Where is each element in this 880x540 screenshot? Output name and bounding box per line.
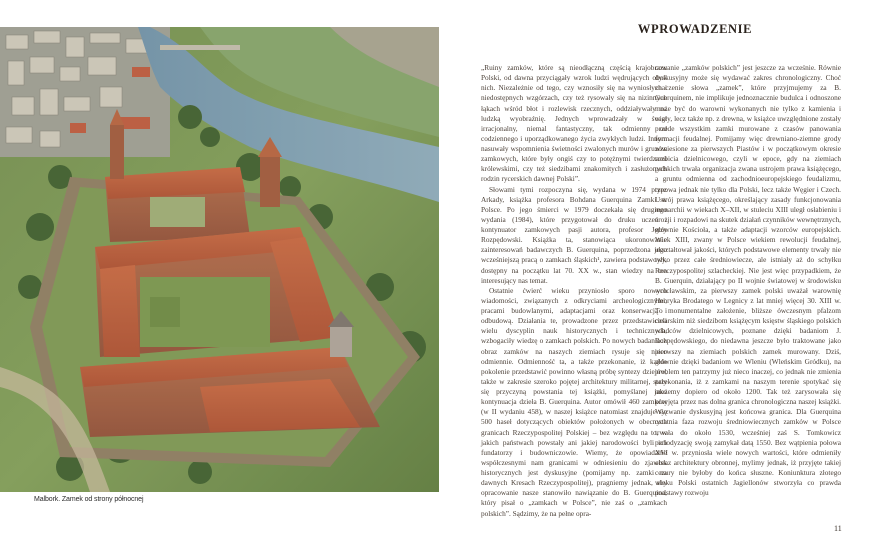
aerial-castle-photo (0, 27, 439, 492)
paragraph: Słowami tymi rozpoczyna się, wydana w 1974 przez Arkady, książka profesora Bohdana Guerquina Zamki w Polsce. Po jego śmierci w 1979 doczekała się drugiego wydania (1984), które przygotował do druku uczeń i kontynuator zamkowych pasji autora, profesor Jerzy Rozpędowski. Książka ta, stanowiąca ukoronowanie zainteresowań badawczych B. Guerquina, poprzedzona jego wcześniejszą pracą o zamkach śląskich¹, zawiera podstawowy, dostępny na początku lat 70. XX w., stan wiedzy na ten interesujący nas temat. (481, 184, 667, 285)
section-title: WPROWADZENIE (637, 22, 753, 36)
text-column-right (655, 63, 841, 512)
photo-caption: Malbork. Zamek od strony północnej (34, 496, 144, 503)
page-number: 11 (834, 524, 842, 533)
paragraph: Ostatnie ćwierć wieku przyniosło sporo nowych wiadomości, związanych z odkryciami archeologicznymi, pracami budowlanymi, adaptacjami oraz konserwacją i odbudową. Działania te, prowadzone przez przedstawicieli wielu dyscyplin nauk historycznych i technicznych, wzbogaciły wiedzę o zamkach polskich. Po nowych badaniach obraz zamków na naszych ziemiach rysuje się nieco odmiennie. Odmienność ta, a także przekonanie, iż każde pokolenie przedstawić powinno własną próbę syntezy dziejów, także w zakresie szeroko pojętej architektury militarnej, stały się przyczyną powstania tej książki, pomyślanej jako kontynuacja dzieła B. Guerquina. Autor omówił 460 zamków (w II wydaniu 458), w naszej książce natomiast znajduje się 500 haseł dotyczących obiektów położonych w obecnych granicach Rzeczypospolitej Polskiej – bez względu na to, w jakich państwach powstały ani jakiej narodowości byli ich fundatorzy i budowniczowie. Wiemy, że opowiadanie współczesnymi nam granicami w odniesieniu do zjawisk historycznych jest dyskusyjne (pomijamy np. zamki na dawnych Kresach Rzeczypospolitej), pragniemy jednak, aby opracowanie nasze stanowiło nawiązanie do B. Guerquina, który pisał o „zamkach w Polsce”, nie zaś o „zamkach polskich”. Sądzimy, że na pełne opra- (481, 285, 667, 518)
paragraph: „Ruiny zamków, które są nieodłączną częścią krajobrazu Polski, od dawna przyciągały wzrok ludzi wędrujących obok nich. Niezależnie od tego, czy wznosiły się na wyniosłych i niedostępnych wzgórzach, czy też rysowały się na nizinnych łąkach wśród błot i rozlewisk rzecznych, oddziaływały na ludzką wyobraźnię. Jednych wprowadzały w świat irracjonalny, niemal fantastyczny, tak odmienny od codziennego i uporządkowanego życia zwykłych ludzi. Innym nasuwały wspomnienia świetności zwalonych murów i gruzów zamkowych, które były ongiś czy to potężnymi twierdzami królewskimi, czy też siedzibami znakomitych i zasłużonych rodzin rycerskich dawnej Polski”. (481, 63, 667, 184)
text-column-left (481, 63, 667, 518)
paragraph: cowanie „zamków polskich” jest jeszcze za wcześnie. Równie dyskusyjny może się wydawać zakres chronologiczny. Choć znaczenie słowa „zamek”, które przyjmujemy za B. Guerquinem, nie implikuje jednoznacznie budulca i odnoszone może być do warowni wykonanych nie tylko z kamienia i cegły, lecz także np. z drewna, w książce uwzględnione zostały przede wszystkim zamki murowane z czasów panowania formacji feudalnej. Pomijamy więc drewniano-ziemne grody wzniesione za pierwszych Piastów i w początkowym okresie rozbicia dzielnicowego, czyli w epoce, gdy na ziemiach polskich trwała organizacja zwana ustrojem prawa książęcego, a gruntu odmienna od zachodnioeuropejskiego feudalizmu, typowa jednak nie tylko dla Polski, lecz także Węgier i Czech. Ustrój prawa książęcego, określający zasady funkcjonowania monarchii w wiekach X–XII, w stuleciu XIII uległ osłabieniu i erozji i rozpadowi na skutek działań czynników wewnętrznych, głównie Kościoła, a także adaptacji wzorców europejskich. Wiek XIII, zwany w Polsce wiekiem rewolucji feudalnej, ukształtował jakości, których podstawowe elementy trwały nie tylko przez całe średniowiecze, ale istniały aż do schyłku Rzeczypospolitej szlacheckiej. Nie jest więc przypadkiem, że B. Guerquin, działający po II wojnie światowej w środowisku wrocławskim, za pierwszy zamek polski uważał warownię Henryka Brodatego w Legnicy z lat mniej więcej 30. XIII w. To monumentalne założenie, bliższe ówczesnym pfalzom cesarskim niż siedzibom książęcym księstw śląskiego polskich władców dzielnicowych, poznane dzięki badaniom J. Rozpędowskiego, do niedawna jeszcze było traktowane jako pierwszy na ziemiach polskich zamek murowany. Dziś, głównie dzięki badaniom we Wleniu (Wleńskim Gródku), na problem ten patrzymy już nieco inaczej, co jednak nie zmienia przekonania, iż z zamkami na naszym terenie spotykać się możemy dopiero od około 1200. Tak też zarysowała się przyjęta przez nas dolna granica chronologiczna naszej książki. Wyzwanie dyskusyjną jest końcowa granica. Dla Guerquina ostatnia faza rozwoju średniowiecznych zamków w Polsce trwała do około 1530, wcześniej zaś S. Tomkowicz periodyzację swoją zamykał datą 1550. Bez wątpienia połowa XVI w. przyniosła wiele nowych wartości, które odmieniły obraz architektury obronnej, mylimy jednak, iż przyjęte takiej cezury nie byłoby do końca słuszne. Koniunktura złotego wieku Polski ostatnich Jagiellonów stworzyła co prawda podstawy rozwoju (655, 63, 841, 498)
